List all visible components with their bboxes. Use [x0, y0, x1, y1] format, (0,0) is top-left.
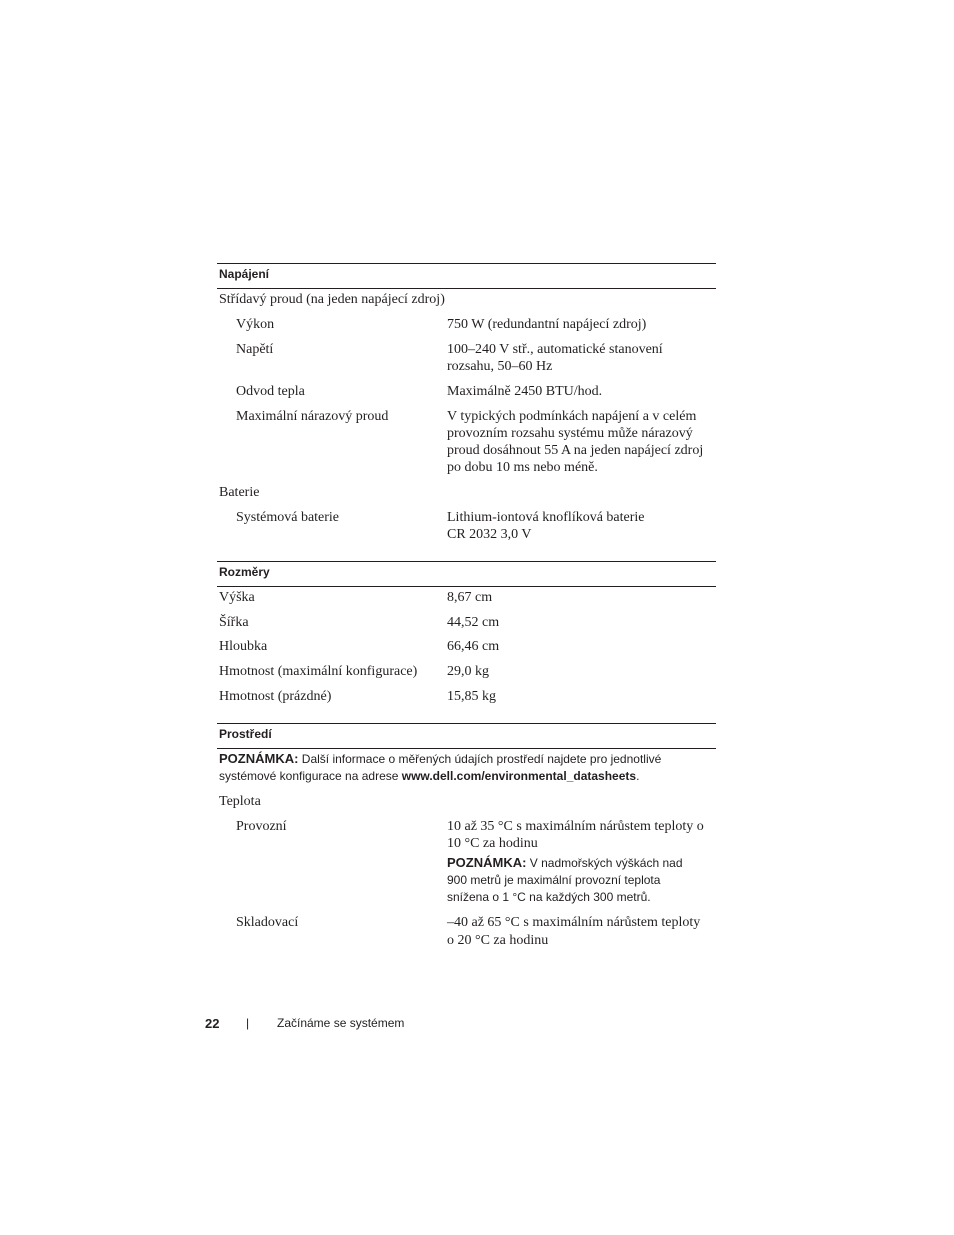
spec-value: 8,67 cm	[447, 590, 493, 605]
note-prefix: POZNÁMKA:	[219, 751, 299, 766]
section-rule-bottom	[217, 288, 716, 289]
spec-value: 15,85 kg	[447, 689, 496, 704]
note-text: snížena o 1 °C na každých 300 metrů.	[447, 890, 651, 904]
spec-value: Maximálně 2450 BTU/hod.	[447, 384, 603, 399]
spec-value: po dobu 10 ms nebo méně.	[447, 460, 598, 475]
spec-value: –40 až 65 °C s maximálním nárůstem teploty	[447, 915, 701, 930]
spec-value: 44,52 cm	[447, 615, 500, 630]
spec-value: provozním rozsahu systému může nárazový	[447, 426, 693, 441]
spec-value: 750 W (redundantní napájecí zdroj)	[447, 317, 647, 332]
note-text: systémové konfigurace na adrese	[219, 769, 402, 783]
spec-label: Hmotnost (maximální konfigurace)	[219, 664, 418, 679]
spec-label: Odvod tepla	[236, 384, 305, 399]
spec-label: Hmotnost (prázdné)	[219, 689, 332, 704]
spec-value: CR 2032 3,0 V	[447, 527, 532, 542]
spec-value: 29,0 kg	[447, 664, 489, 679]
note-text: V nadmořských výškách nad	[526, 856, 683, 870]
note-text: Další informace o měřených údajích prostředí najdete pro jednotlivé	[298, 752, 662, 766]
spec-label: Hloubka	[219, 639, 268, 654]
spec-value: 66,46 cm	[447, 639, 500, 654]
section-title-environment: Prostředí	[219, 727, 272, 741]
section-rule-top	[217, 723, 716, 724]
chapter-title: Začínáme se systémem	[277, 1016, 405, 1030]
section-title-power: Napájení	[219, 267, 270, 281]
spec-value: o 20 °C za hodinu	[447, 933, 549, 948]
section-rule-bottom	[217, 586, 716, 587]
footer-separator: |	[246, 1016, 250, 1030]
note-text: .	[636, 769, 640, 783]
section-rule-top	[217, 263, 716, 264]
spec-value: 10 °C za hodinu	[447, 836, 538, 851]
datasheets-link[interactable]: www.dell.com/environmental_datasheets	[401, 769, 637, 783]
note-text: 900 metrů je maximální provozní teplota	[447, 873, 661, 887]
spec-value: Lithium-iontová knoflíková baterie	[447, 510, 645, 525]
ac-heading: Střídavý proud (na jeden napájecí zdroj)	[219, 292, 445, 307]
section-title-dimensions: Rozměry	[219, 565, 270, 579]
spec-value: 100–240 V stř., automatické stanovení	[447, 342, 663, 357]
note-prefix: POZNÁMKA:	[447, 855, 527, 870]
spec-value: V typických podmínkách napájení a v celém	[447, 409, 697, 424]
spec-label: Systémová baterie	[236, 510, 340, 525]
spec-label: Provozní	[236, 819, 287, 834]
battery-heading: Baterie	[219, 485, 260, 500]
spec-label: Výkon	[236, 317, 275, 332]
spec-label: Napětí	[236, 342, 274, 357]
section-rule-top	[217, 561, 716, 562]
spec-label: Šířka	[219, 615, 249, 630]
spec-label: Skladovací	[236, 915, 299, 930]
spec-value: proud dosáhnout 55 A na jeden napájecí zdroj	[447, 443, 704, 458]
page-number: 22	[205, 1016, 220, 1031]
spec-value: rozsahu, 50–60 Hz	[447, 359, 553, 374]
spec-value: 10 až 35 °C s maximálním nárůstem teploty o	[447, 819, 704, 834]
temperature-heading: Teplota	[219, 794, 261, 809]
section-rule-bottom	[217, 748, 716, 749]
operating-note	[447, 854, 683, 872]
spec-label: Výška	[219, 590, 255, 605]
environment-note	[219, 750, 661, 768]
spec-label: Maximální nárazový proud	[236, 409, 389, 424]
environment-note-line2	[219, 767, 639, 785]
